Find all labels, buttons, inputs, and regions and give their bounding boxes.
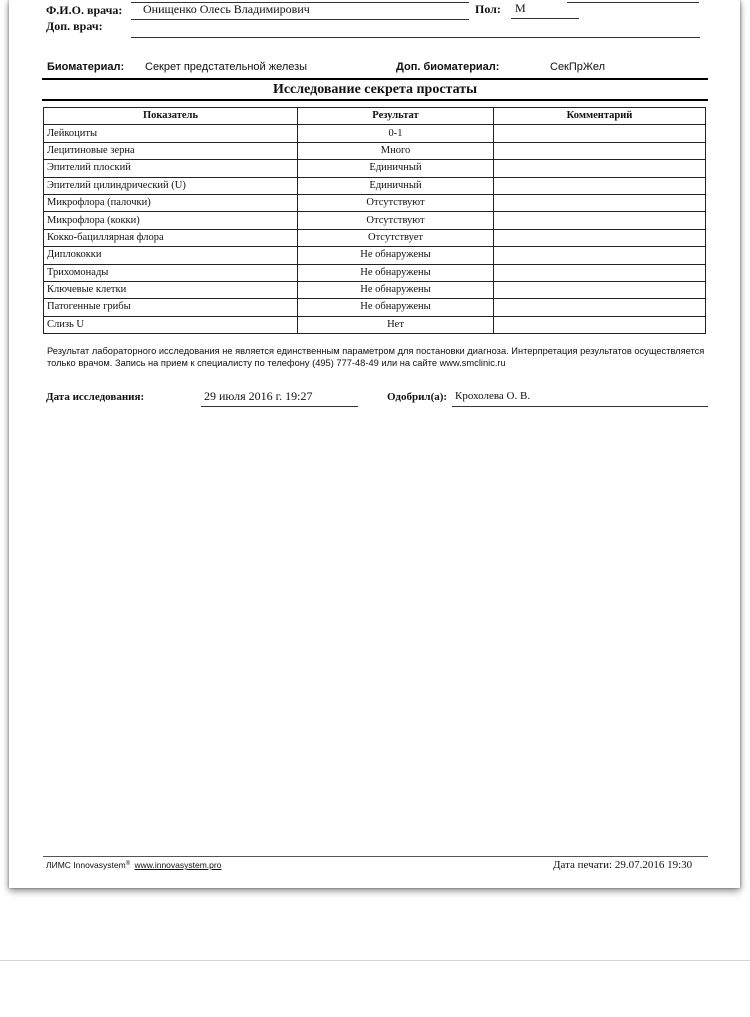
extra-biomaterial-value: СекПрЖел <box>550 61 606 73</box>
table-row <box>44 299 706 316</box>
row-comment <box>494 160 706 177</box>
table-header-row <box>44 108 706 125</box>
footer-link[interactable]: www.innovasystem.pro <box>134 860 222 870</box>
row-result: Много <box>298 142 494 159</box>
approved-label: Одобрил(а): <box>387 391 448 403</box>
row-name: Трихомонады <box>44 264 298 281</box>
study-date-value: 29 июля 2016 г. 19:27 <box>204 389 313 403</box>
table-row <box>44 194 706 211</box>
sex-underline <box>511 18 579 19</box>
row-result: Не обнаружены <box>298 281 494 298</box>
footer-print-date <box>553 859 692 871</box>
header-result: Результат <box>298 108 494 125</box>
header-indicator: Показатель <box>44 108 298 125</box>
viewer-divider <box>0 960 750 961</box>
sex-label: Пол: <box>475 2 501 16</box>
row-name: Слизь U <box>44 316 298 333</box>
row-result: Не обнаружены <box>298 299 494 316</box>
footer-lims-label: ЛИМС Innovasystem <box>46 860 126 870</box>
table-row <box>44 247 706 264</box>
row-comment <box>494 125 706 142</box>
table-row <box>44 160 706 177</box>
row-comment <box>494 194 706 211</box>
row-name: Патогенные грибы <box>44 299 298 316</box>
title-rule-top <box>42 78 708 80</box>
row-result: Отсутствуют <box>298 194 494 211</box>
print-date-label: Дата печати: <box>553 859 613 871</box>
row-comment <box>494 264 706 281</box>
study-date-underline <box>201 406 358 407</box>
row-result: Не обнаружены <box>298 247 494 264</box>
extra-doctor-label: Доп. врач: <box>46 19 103 33</box>
row-name: Ключевые клетки <box>44 281 298 298</box>
doctor-fio-underline <box>131 19 469 20</box>
row-comment <box>494 212 706 229</box>
row-comment <box>494 247 706 264</box>
table-row <box>44 125 706 142</box>
study-title: Исследование секрета простаты <box>272 82 478 97</box>
sex-value: М <box>515 1 526 15</box>
row-result: 0-1 <box>298 125 494 142</box>
row-comment <box>494 281 706 298</box>
row-name: Эпителий цилиндрический (U) <box>44 177 298 194</box>
table-row <box>44 212 706 229</box>
biomaterial-value: Секрет предстательной железы <box>145 61 308 73</box>
row-comment <box>494 177 706 194</box>
row-name: Кокко-бациллярная флора <box>44 229 298 246</box>
row-name: Эпителий плоский <box>44 160 298 177</box>
footer-reg-mark: ® <box>125 861 131 867</box>
row-comment <box>494 142 706 159</box>
row-name: Лецитиновые зерна <box>44 142 298 159</box>
study-date-label: Дата исследования: <box>46 391 145 403</box>
report-page <box>9 0 740 888</box>
title-rule-bottom <box>42 99 708 101</box>
table-row <box>44 281 706 298</box>
doctor-fio-value: Онищенко Олесь Владимирович <box>143 2 310 16</box>
footer-rule <box>43 856 708 857</box>
footer-lims <box>46 860 221 870</box>
row-result: Отсутствуют <box>298 212 494 229</box>
row-comment <box>494 229 706 246</box>
table-row <box>44 316 706 333</box>
top-underline-right <box>567 2 699 3</box>
row-comment <box>494 299 706 316</box>
row-result: Единичный <box>298 177 494 194</box>
row-result: Нет <box>298 316 494 333</box>
biomaterial-label: Биоматериал: <box>47 61 125 73</box>
row-name: Диплококки <box>44 247 298 264</box>
table-row <box>44 177 706 194</box>
extra-biomaterial-label: Доп. биоматериал: <box>396 61 500 73</box>
approved-underline <box>452 406 708 407</box>
row-name: Микрофлора (кокки) <box>44 212 298 229</box>
row-result: Не обнаружены <box>298 264 494 281</box>
extra-doctor-underline <box>131 37 700 38</box>
table-row <box>44 229 706 246</box>
row-name: Микрофлора (палочки) <box>44 194 298 211</box>
print-date-value: 29.07.2016 19:30 <box>614 859 693 871</box>
row-name: Лейкоциты <box>44 125 298 142</box>
disclaimer-text: Результат лабораторного исследования не является единственным параметром для постановки диагноза. Интерпретация результатов осуществляется только врачом. Запись на прием к специалисту по телефону (495) 777-48-49 или на сайте www.smclinic.ru <box>47 346 705 368</box>
table-row <box>44 142 706 159</box>
row-comment <box>494 316 706 333</box>
results-table <box>43 107 706 334</box>
doctor-fio-label: Ф.И.О. врача: <box>46 3 123 17</box>
approved-value: Крохолева О. В. <box>455 390 531 402</box>
header-comment: Комментарий <box>494 108 706 125</box>
row-result: Отсутствует <box>298 229 494 246</box>
table-row <box>44 264 706 281</box>
row-result: Единичный <box>298 160 494 177</box>
